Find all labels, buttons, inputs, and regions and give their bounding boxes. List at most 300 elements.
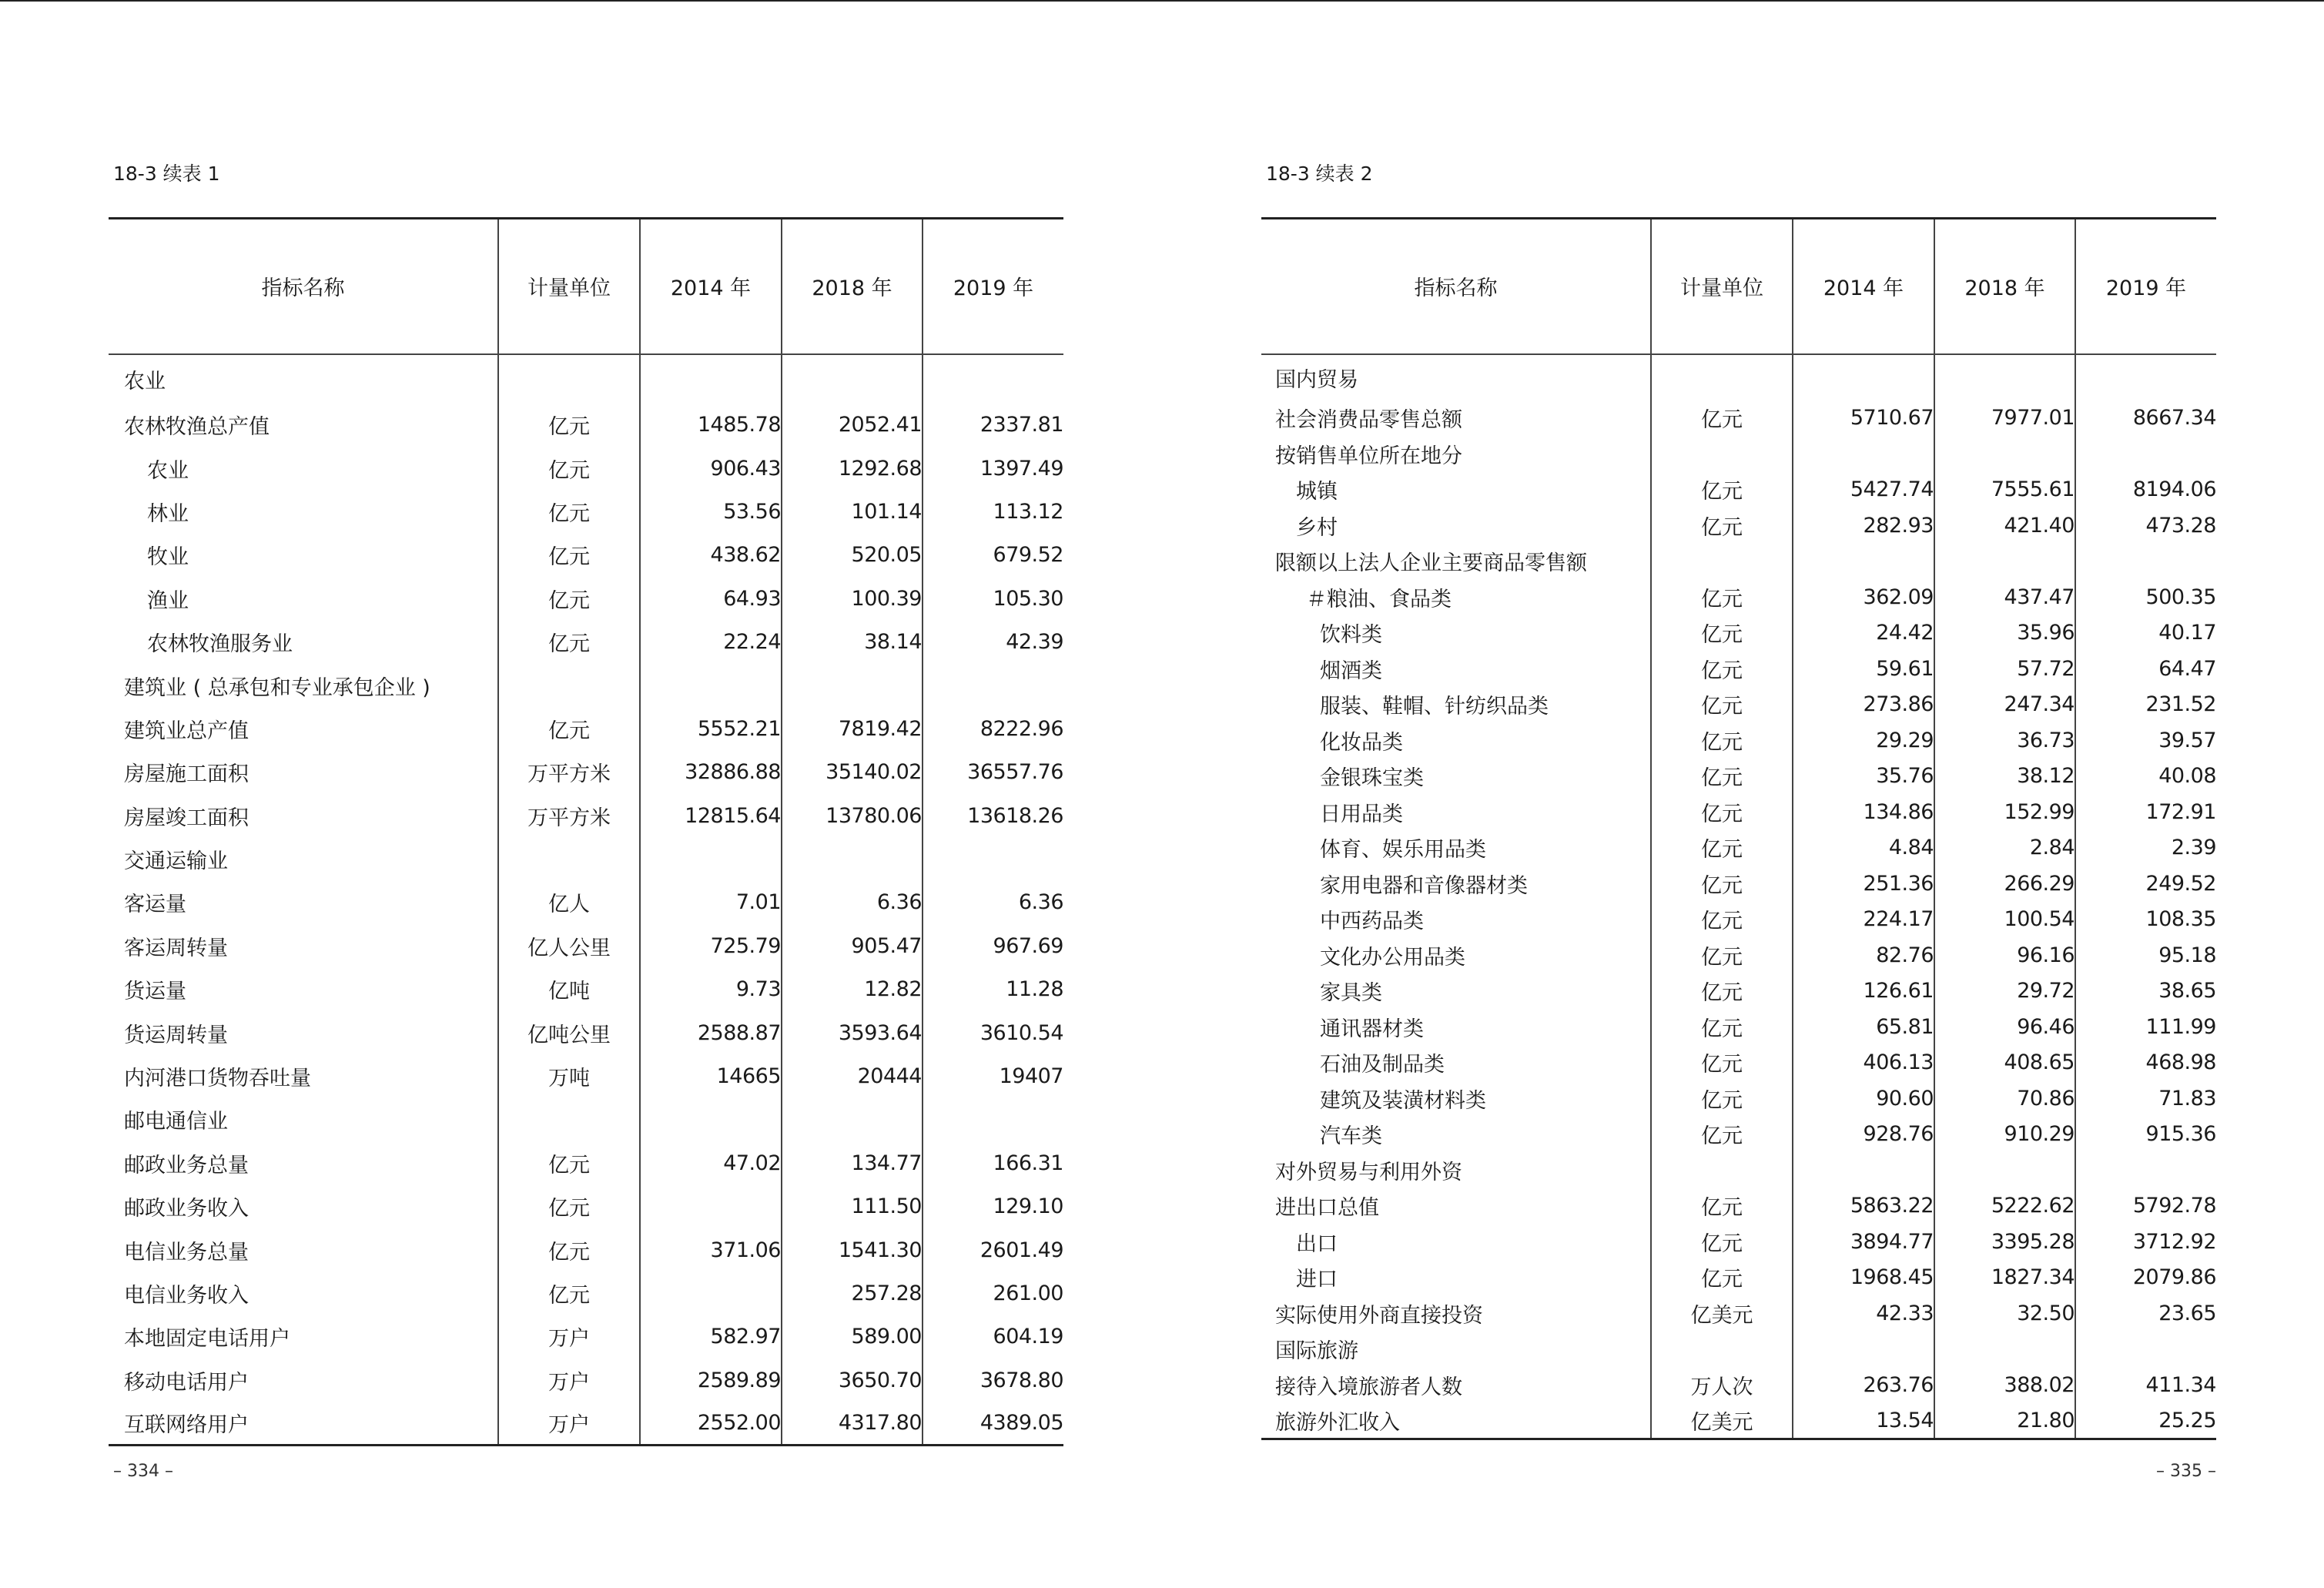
row-indicator-name: 体育、娱乐用品类 [1320, 838, 1486, 863]
row-value-2019: 8667.34 [2075, 400, 2216, 437]
row-value-2014: 906.43 [640, 447, 782, 490]
row-value-2014 [1793, 1332, 1934, 1368]
row-value-2019 [2075, 1332, 2216, 1368]
left-page [109, 0, 1063, 1588]
row-value-2018: 3650.70 [782, 1359, 923, 1402]
row-value-2018: 520.05 [782, 534, 923, 577]
row-value-2014: 12815.64 [640, 794, 782, 837]
column-header-2018: 2018 年 [782, 219, 923, 354]
row-value-2019: 36557.76 [923, 751, 1063, 794]
table-row [109, 881, 1063, 924]
row-value-2014: 1485.78 [640, 404, 782, 447]
row-indicator-name: 交通运输业 [124, 849, 228, 874]
table-row [1261, 1295, 2216, 1332]
row-unit: 亿元 [1651, 1117, 1793, 1153]
row-unit: 亿元 [1651, 579, 1793, 615]
row-value-2018: 3593.64 [782, 1011, 923, 1054]
column-header-2014: 2014 年 [1793, 219, 1934, 354]
row-value-2019: 604.19 [923, 1315, 1063, 1359]
row-value-2018: 5222.62 [1934, 1188, 2075, 1225]
row-value-2014: 2552.00 [640, 1402, 782, 1445]
row-unit: 亿人公里 [498, 924, 640, 967]
row-indicator-name: 房屋竣工面积 [124, 806, 249, 830]
table-row [1261, 544, 2216, 580]
row-value-2019 [2075, 436, 2216, 472]
row-value-2019: 64.47 [2075, 651, 2216, 687]
row-unit [1651, 1152, 1793, 1188]
row-value-2019: 105.30 [923, 577, 1063, 620]
table-row [1261, 1045, 2216, 1081]
row-unit: 亿美元 [1651, 1295, 1793, 1332]
row-value-2014: 5552.21 [640, 707, 782, 750]
row-value-2019 [923, 664, 1063, 707]
row-unit: 亿元 [1651, 794, 1793, 830]
row-value-2018: 35.96 [1934, 615, 2075, 652]
row-value-2014: 53.56 [640, 490, 782, 533]
row-value-2014: 5710.67 [1793, 400, 1934, 437]
row-value-2014: 224.17 [1793, 902, 1934, 938]
row-indicator-name: 按销售单位所在地分 [1275, 444, 1462, 468]
row-unit: 亿吨公里 [498, 1011, 640, 1054]
row-value-2014: 362.09 [1793, 579, 1934, 615]
row-value-2014 [640, 354, 782, 404]
row-indicator-name: 日用品类 [1320, 802, 1403, 826]
row-indicator-name: 社会消费品零售总额 [1275, 408, 1462, 433]
row-value-2014: 126.61 [1793, 973, 1934, 1010]
row-value-2014: 90.60 [1793, 1080, 1934, 1117]
row-unit: 亿元 [1651, 651, 1793, 687]
row-unit: 万户 [498, 1402, 640, 1445]
row-value-2018: 437.47 [1934, 579, 2075, 615]
row-value-2014: 14665 [640, 1054, 782, 1097]
row-unit: 亿元 [1651, 687, 1793, 723]
row-value-2019: 915.36 [2075, 1117, 2216, 1153]
statistics-table [109, 217, 1063, 1446]
table-row [1261, 687, 2216, 723]
table-body [109, 354, 1063, 1446]
table-row [1261, 354, 2216, 400]
row-value-2019: 166.31 [923, 1141, 1063, 1184]
row-value-2014: 263.76 [1793, 1367, 1934, 1403]
row-indicator-name: 限额以上法人企业主要商品零售额 [1275, 551, 1587, 576]
row-value-2019: 129.10 [923, 1185, 1063, 1228]
column-header-2018: 2018 年 [1934, 219, 2075, 354]
page-number: – 334 – [113, 1462, 173, 1481]
row-indicator-name: 金银珠宝类 [1320, 766, 1424, 791]
row-indicator-name: 实际使用外商直接投资 [1275, 1303, 1483, 1328]
row-unit: 亿元 [498, 620, 640, 663]
column-header-2014: 2014 年 [640, 219, 782, 354]
table-row [109, 751, 1063, 794]
row-value-2014 [640, 1098, 782, 1141]
row-value-2014: 725.79 [640, 924, 782, 967]
row-indicator-name: 客运量 [124, 893, 186, 917]
row-value-2019: 411.34 [2075, 1367, 2216, 1403]
table-row [109, 1054, 1063, 1097]
row-value-2018 [1934, 1332, 2075, 1368]
row-value-2019: 3610.54 [923, 1011, 1063, 1054]
table-row [1261, 794, 2216, 830]
row-value-2018 [782, 837, 923, 880]
row-indicator-name: 城镇 [1296, 480, 1338, 504]
row-value-2019: 6.36 [923, 881, 1063, 924]
row-value-2018: 3395.28 [1934, 1224, 2075, 1260]
row-value-2014 [640, 837, 782, 880]
row-value-2019: 231.52 [2075, 687, 2216, 723]
table-row [1261, 400, 2216, 437]
row-unit: 亿元 [1651, 759, 1793, 795]
row-unit: 亿元 [1651, 1080, 1793, 1117]
row-value-2019: 113.12 [923, 490, 1063, 533]
row-indicator-name: 国际旅游 [1275, 1339, 1358, 1364]
table-row [1261, 1009, 2216, 1045]
row-unit: 亿元 [1651, 1009, 1793, 1045]
row-indicator-name: 进口 [1296, 1268, 1338, 1292]
row-unit [1651, 544, 1793, 580]
row-value-2018: 2.84 [1934, 830, 2075, 866]
row-indicator-name: 房屋施工面积 [124, 762, 249, 787]
column-header-unit: 计量单位 [1651, 219, 1793, 354]
row-unit: 亿人 [498, 881, 640, 924]
row-indicator-name: 乡村 [1296, 515, 1338, 540]
table-row [1261, 436, 2216, 472]
table-row [1261, 1332, 2216, 1368]
row-value-2014: 4.84 [1793, 830, 1934, 866]
table-row [1261, 1224, 2216, 1260]
row-indicator-name: 移动电话用户 [124, 1370, 249, 1395]
table-row [1261, 722, 2216, 759]
table-row [109, 837, 1063, 880]
row-value-2018: 589.00 [782, 1315, 923, 1359]
row-value-2018: 96.16 [1934, 937, 2075, 973]
row-indicator-name: 通讯器材类 [1320, 1017, 1424, 1041]
row-value-2018: 20444 [782, 1054, 923, 1097]
row-indicator-name: 内河港口货物吞吐量 [124, 1067, 311, 1091]
row-unit: 亿元 [1651, 400, 1793, 437]
row-value-2014: 13.54 [1793, 1403, 1934, 1439]
right-page [1261, 0, 2216, 1588]
row-indicator-name: 烟酒类 [1320, 658, 1382, 683]
row-indicator-name: 建筑业 ( 总承包和专业承包企业 ) [124, 675, 430, 700]
row-indicator-name: 建筑业总产值 [124, 719, 249, 743]
table-row [109, 664, 1063, 707]
row-unit: 亿元 [498, 447, 640, 490]
row-value-2018 [1934, 354, 2075, 400]
column-header-unit: 计量单位 [498, 219, 640, 354]
row-value-2019: 468.98 [2075, 1045, 2216, 1081]
table-row [1261, 1260, 2216, 1296]
row-indicator-name: 农林牧渔总产值 [124, 415, 270, 440]
row-value-2014: 35.76 [1793, 759, 1934, 795]
row-value-2019: 967.69 [923, 924, 1063, 967]
row-unit: 亿美元 [1651, 1403, 1793, 1439]
row-value-2014: 24.42 [1793, 615, 1934, 652]
row-indicator-name: 家用电器和音像器材类 [1320, 873, 1528, 898]
row-indicator-name: 进出口总值 [1275, 1196, 1379, 1221]
row-unit: 亿元 [498, 534, 640, 577]
row-value-2018: 152.99 [1934, 794, 2075, 830]
table-row [1261, 973, 2216, 1010]
table-row [109, 968, 1063, 1011]
row-value-2014: 273.86 [1793, 687, 1934, 723]
row-indicator-name: 建筑及装潢材料类 [1320, 1088, 1486, 1113]
table-row [1261, 866, 2216, 902]
row-value-2019: 8222.96 [923, 707, 1063, 750]
table-row [1261, 1403, 2216, 1439]
row-value-2014 [1793, 1152, 1934, 1188]
row-value-2014: 32886.88 [640, 751, 782, 794]
row-value-2014: 65.81 [1793, 1009, 1934, 1045]
table-row [109, 1185, 1063, 1228]
row-value-2019: 2.39 [2075, 830, 2216, 866]
row-value-2019: 71.83 [2075, 1080, 2216, 1117]
table-body [1261, 354, 2216, 1439]
row-value-2014: 1968.45 [1793, 1260, 1934, 1296]
row-value-2019: 1397.49 [923, 447, 1063, 490]
row-value-2018 [782, 354, 923, 404]
table-row [1261, 759, 2216, 795]
row-indicator-name: 邮政业务收入 [124, 1197, 249, 1221]
row-value-2014: 438.62 [640, 534, 782, 577]
row-indicator-name: 家具类 [1320, 981, 1382, 1006]
table-row [1261, 651, 2216, 687]
row-value-2019 [923, 837, 1063, 880]
row-value-2018: 408.65 [1934, 1045, 2075, 1081]
row-indicator-name: 农业 [147, 458, 189, 483]
row-value-2018: 7555.61 [1934, 472, 2075, 508]
row-value-2018: 100.54 [1934, 902, 2075, 938]
row-indicator-name: 中西药品类 [1320, 910, 1424, 934]
row-value-2018 [1934, 544, 2075, 580]
row-value-2014: 47.02 [640, 1141, 782, 1184]
row-unit: 亿元 [1651, 973, 1793, 1010]
row-indicator-name: ＃粮油、食品类 [1306, 587, 1452, 611]
row-indicator-name: 货运量 [124, 980, 186, 1004]
row-indicator-name: 牧业 [147, 545, 189, 570]
table-row [1261, 1080, 2216, 1117]
row-value-2019: 679.52 [923, 534, 1063, 577]
row-indicator-name: 互联网络用户 [109, 1402, 498, 1445]
row-indicator-name: 旅游外汇收入 [1261, 1403, 1651, 1439]
row-value-2018: 32.50 [1934, 1295, 2075, 1332]
row-unit: 亿元 [498, 1271, 640, 1315]
row-value-2018: 4317.80 [782, 1402, 923, 1445]
row-value-2019: 4389.05 [923, 1402, 1063, 1445]
row-unit: 亿元 [1651, 1045, 1793, 1081]
row-unit: 万人次 [1651, 1367, 1793, 1403]
row-unit [1651, 1332, 1793, 1368]
row-value-2018: 36.73 [1934, 722, 2075, 759]
row-indicator-name: 邮政业务总量 [124, 1153, 249, 1178]
table-row [109, 534, 1063, 577]
row-value-2019: 2601.49 [923, 1228, 1063, 1271]
row-indicator-name: 本地固定电话用户 [124, 1327, 290, 1352]
table-row [109, 924, 1063, 967]
row-value-2014: 64.93 [640, 577, 782, 620]
table-title: 18-3 续表 1 [113, 162, 220, 185]
row-value-2014: 59.61 [1793, 651, 1934, 687]
row-value-2014: 282.93 [1793, 508, 1934, 544]
row-unit: 亿元 [1651, 615, 1793, 652]
row-value-2018: 35140.02 [782, 751, 923, 794]
row-unit: 万平方米 [498, 794, 640, 837]
table-row [109, 1141, 1063, 1184]
table-row [109, 354, 1063, 404]
row-value-2019: 172.91 [2075, 794, 2216, 830]
row-value-2018: 96.46 [1934, 1009, 2075, 1045]
row-indicator-name: 化妆品类 [1320, 730, 1403, 755]
row-indicator-name: 饮料类 [1320, 623, 1382, 648]
row-unit: 亿元 [1651, 722, 1793, 759]
row-value-2019: 3678.80 [923, 1359, 1063, 1402]
row-value-2019 [923, 1098, 1063, 1141]
row-value-2018: 7819.42 [782, 707, 923, 750]
row-indicator-name: 林业 [147, 501, 189, 526]
row-value-2018: 421.40 [1934, 508, 2075, 544]
row-value-2014 [640, 664, 782, 707]
row-unit [1651, 354, 1793, 400]
table-row [109, 1359, 1063, 1402]
table-row [109, 447, 1063, 490]
row-value-2019: 42.39 [923, 620, 1063, 663]
row-value-2018: 6.36 [782, 881, 923, 924]
row-indicator-name: 石油及制品类 [1320, 1053, 1445, 1077]
row-unit: 万平方米 [498, 751, 640, 794]
row-value-2014: 42.33 [1793, 1295, 1934, 1332]
row-value-2014: 29.29 [1793, 722, 1934, 759]
row-value-2019: 13618.26 [923, 794, 1063, 837]
row-value-2018: 111.50 [782, 1185, 923, 1228]
row-unit: 亿吨 [498, 968, 640, 1011]
row-value-2018: 70.86 [1934, 1080, 2075, 1117]
row-unit: 亿元 [1651, 866, 1793, 902]
row-unit: 亿元 [1651, 508, 1793, 544]
page-number: – 335 – [2156, 1462, 2216, 1481]
row-value-2019: 40.08 [2075, 759, 2216, 795]
row-value-2018: 38.12 [1934, 759, 2075, 795]
statistics-table [1261, 217, 2216, 1440]
row-unit: 亿元 [498, 577, 640, 620]
row-value-2019: 261.00 [923, 1271, 1063, 1315]
row-unit: 亿元 [1651, 1188, 1793, 1225]
row-value-2018: 101.14 [782, 490, 923, 533]
row-value-2019: 11.28 [923, 968, 1063, 1011]
row-value-2019 [2075, 1152, 2216, 1188]
row-value-2018: 38.14 [782, 620, 923, 663]
row-value-2014 [640, 1185, 782, 1228]
row-indicator-name: 货运周转量 [124, 1023, 228, 1047]
table-row [1261, 472, 2216, 508]
row-unit: 亿元 [498, 404, 640, 447]
row-value-2014: 134.86 [1793, 794, 1934, 830]
row-value-2019: 38.65 [2075, 973, 2216, 1010]
table-row [1261, 830, 2216, 866]
row-indicator-name: 邮电通信业 [124, 1110, 228, 1134]
table-row [1261, 1188, 2216, 1225]
row-value-2019: 95.18 [2075, 937, 2216, 973]
row-value-2019: 111.99 [2075, 1009, 2216, 1045]
row-value-2018: 57.72 [1934, 651, 2075, 687]
row-value-2019: 8194.06 [2075, 472, 2216, 508]
table-row [1261, 902, 2216, 938]
row-unit: 亿元 [1651, 937, 1793, 973]
row-value-2019: 3712.92 [2075, 1224, 2216, 1260]
table-row [109, 620, 1063, 663]
row-value-2018: 1541.30 [782, 1228, 923, 1271]
row-value-2014: 582.97 [640, 1315, 782, 1359]
row-value-2018: 1292.68 [782, 447, 923, 490]
row-value-2018: 2052.41 [782, 404, 923, 447]
row-indicator-name: 农林牧渔服务业 [147, 632, 293, 657]
row-value-2018: 910.29 [1934, 1117, 2075, 1153]
row-value-2019 [2075, 544, 2216, 580]
row-value-2014: 2589.89 [640, 1359, 782, 1402]
row-value-2019: 249.52 [2075, 866, 2216, 902]
row-value-2019: 19407 [923, 1054, 1063, 1097]
row-indicator-name: 电信业务收入 [124, 1284, 249, 1308]
table-row [109, 1402, 1063, 1445]
column-header-indicator: 指标名称 [1261, 219, 1651, 354]
row-value-2018 [782, 664, 923, 707]
row-unit: 亿元 [1651, 830, 1793, 866]
row-unit: 亿元 [1651, 902, 1793, 938]
table-row [109, 794, 1063, 837]
row-unit: 亿元 [498, 1141, 640, 1184]
row-value-2019: 473.28 [2075, 508, 2216, 544]
row-value-2018: 257.28 [782, 1271, 923, 1315]
row-value-2018: 100.39 [782, 577, 923, 620]
table-row [109, 1228, 1063, 1271]
row-value-2014 [1793, 354, 1934, 400]
row-unit: 亿元 [498, 490, 640, 533]
row-value-2018: 247.34 [1934, 687, 2075, 723]
row-value-2018: 21.80 [1934, 1403, 2075, 1439]
row-value-2019: 500.35 [2075, 579, 2216, 615]
row-indicator-name: 对外贸易与利用外资 [1275, 1160, 1462, 1184]
row-indicator-name: 出口 [1296, 1231, 1338, 1256]
row-value-2019: 2079.86 [2075, 1260, 2216, 1296]
row-value-2014: 5863.22 [1793, 1188, 1934, 1225]
row-value-2019: 5792.78 [2075, 1188, 2216, 1225]
row-indicator-name: 汽车类 [1320, 1124, 1382, 1149]
table-row [1261, 1367, 2216, 1403]
row-value-2018 [1934, 436, 2075, 472]
row-unit [498, 664, 640, 707]
row-value-2014: 928.76 [1793, 1117, 1934, 1153]
row-indicator-name: 客运周转量 [124, 936, 228, 960]
row-value-2019: 39.57 [2075, 722, 2216, 759]
table-row [1261, 1152, 2216, 1188]
row-unit [498, 354, 640, 404]
table-row [1261, 1117, 2216, 1153]
table-row [109, 577, 1063, 620]
table-title: 18-3 续表 2 [1266, 162, 1373, 185]
row-unit: 亿元 [498, 1185, 640, 1228]
row-value-2018: 1827.34 [1934, 1260, 2075, 1296]
row-indicator-name: 服装、鞋帽、针纺织品类 [1320, 695, 1549, 719]
row-indicator-name: 接待入境旅游者人数 [1275, 1375, 1462, 1399]
row-value-2018: 12.82 [782, 968, 923, 1011]
row-unit: 万吨 [498, 1054, 640, 1097]
row-value-2014: 9.73 [640, 968, 782, 1011]
table-header-row [1261, 219, 2216, 354]
row-unit: 万户 [498, 1359, 640, 1402]
row-unit: 亿元 [498, 707, 640, 750]
row-value-2018: 266.29 [1934, 866, 2075, 902]
row-unit [498, 1098, 640, 1141]
table-row [109, 1271, 1063, 1315]
row-unit: 亿元 [1651, 1224, 1793, 1260]
